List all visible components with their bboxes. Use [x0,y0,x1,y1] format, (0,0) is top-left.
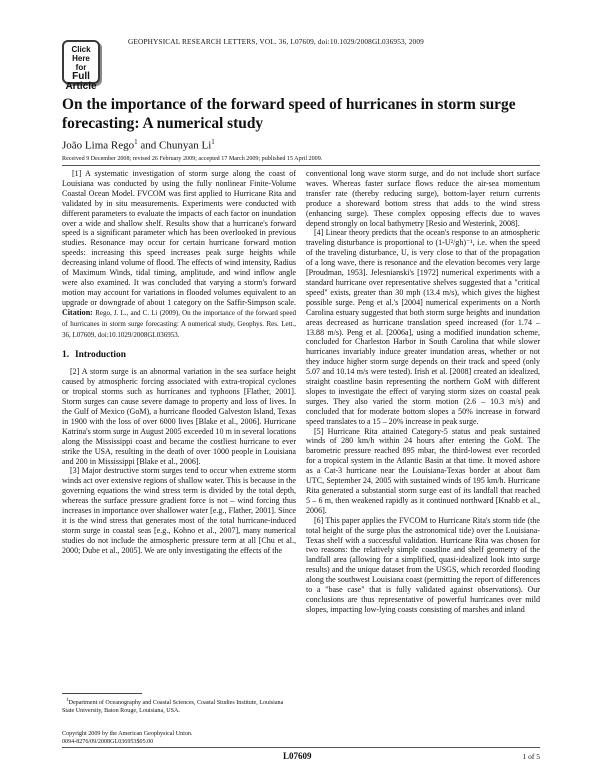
paragraph-5: [5] Hurricane Rita attained Category-5 status and peak sustained winds of 280 km/h within 24 hours after entering the GoM. The barometric pressure reached 895 mbar, the third-lowest ever recorded for a tropical system in the Atlantic Basin at that time. It moved ashore as a Cat-3 hurricane near the Louisiana-Texas border at about 8am UTC, September 24, 2005 with sustained winds of 195 km/h. Hurricane Rita generated a substantial storm surge east of its landfall that reached 5 – 6 m, then weakened rapidly as it continued northward [Knabb et al., 2006]. [306,426,540,515]
full-article-badge[interactable] [62,40,100,92]
author-rego: João Lima Rego [62,139,135,152]
paragraph-4: [4] Linear theory predicts that the ocean's response to an atmospheric traveling disturbance is proportional to (1-U²/gh)⁻¹, i.e. when the speed of the traveling disturbance, U, is very close to that of the propagation of a long wave, there is resonance and the elevation becomes very large [Proudman, 1953]. Jelesnianski's [1972] numerical experiments with a standard hurricane over representative shelves suggested that a "critical speed" exists, greater than 30 mph (13.4 m/s), which gives the highest possible surge. Peng et al.'s [2004] numerical experiments on a North Carolina estuary suggested that both storm surge heights and inundation areas decreased as hurricane translation speed increased (for 1.74 – 13.88 m/s). Peng et al. [2006a], using a modified inundation scheme, concluded for Charleston Harbor in South Carolina that while slower hurricanes invariably induce greater inundation areas, whether or not they induce higher storm surge depends on their track and speed (only 5.07 and 10.14 m/s were tested). Irish et al. [2008] created an idealized, straight coastline basin representing the northern GoM with different slopes to investigate the effect of varying storm sizes on coastal peak surges. They also varied the storm motion (2.6 – 10.3 m/s) and concluded that for moderate bottom slopes a 50% increase in forward speed translates to a 15 – 20% increase in peak surge. [306,228,540,426]
paragraph-3: [3] Major destructive storm surges tend to occur when extreme storm winds act over extensive regions of shallow water. This is because in the governing equations the wind stress term is divided by the total depth, whereas the surface pressure gradient force is not – wind forcing thus increases in importance over shallower water [e.g., Flather, 2001]. Since it is the wind stress that generates most of the total hurricane-induced storm surge in coastal seas [e.g., Kohno et al., 2007], many numerical studies do not include the atmospheric pressure term at all [Chu et al., 2000; Dube et al., 2005]. We are only investigating the effects of the [62,466,296,555]
right-column [306,169,540,729]
header-divider [62,165,540,166]
paragraph-6: [6] This paper applies the FVCOM to Hurricane Rita's storm tide (the total height of the surge plus the astronomical tide) over the Louisiana-Texas shelf with a successful validation. Hurricane Rita was chosen for two reasons: the relatively simple coastline and shelf geometry of the landfall area (allowing for a simplified, quasi-idealized look into surge results) and the unique dataset from the USGS, which recorded flooding along the southwest Louisiana coast (permitting the report of differences to a "base case" that is fully validated against observations). Our conclusions are thus representative of powerful hurricanes over mild slopes, impacting low-lying coasts consisting of marshes and inland [306,515,540,614]
section-heading-introduction [62,350,296,361]
affiliation-mark: 1 [211,138,215,146]
paragraph-3-continued: conventional long wave storm surge, and do not include short surface waves. Whereas faster surface flows reduce the air-sea momentum transfer rate (thereby reducing surge), bottom-layer return currents produce a shoreward bottom stress that adds to the wind stress (enhancing surge). These complex opposing effects due to waves depend strongly on local bathymetry [Resio and Westerink, 2008]. [306,169,540,228]
badge-line-article: Article [65,81,97,92]
author-joiner: and [137,139,159,152]
badge-line-here: Here [72,54,90,63]
affiliation-footnote [62,697,296,715]
footnote-text: Department of Oceanography and Coastal Sciences, Coastal Studies Institute, Louisiana State University, Baton Rouge, Louisiana, USA. [62,700,284,714]
paper-title: On the importance of the forward speed of hurricanes in storm surge forecasting: A numerical study [62,96,516,132]
issn-line: 0094-8276/09/2008GL036953$05.00 [62,738,154,745]
section-number: 1. [62,350,70,361]
copyright-notice [62,731,296,747]
footnote-divider [62,693,142,694]
author-list [62,136,542,153]
footer-divider [62,747,540,748]
running-head: GEOPHYSICAL RESEARCH LETTERS, VOL. 36, L07609, doi:10.1029/2008GL036953, 2009 [128,37,424,46]
author-li: Chunyan Li [159,139,212,152]
footnote-mark: 1 [66,697,69,703]
abstract [62,169,296,340]
page-number: 1 of 5 [522,752,540,761]
copyright-line: Copyright 2009 by the American Geophysical Union. [62,731,193,737]
citation-text: Rego, J. L., and C. Li (2009), On the importance of the forward speed of hurricanes in storm surge forecasting: A numerical study, Geophys. Res. Lett., 36, L07609, doi:10.1029/2008GL036953. [62,308,296,339]
received-dates: Received 9 December 2008; revised 26 February 2009; accepted 17 March 2009; published 15 April 2009. [62,156,323,162]
badge-line-full: Full [72,71,90,82]
article-id: L07609 [283,751,312,761]
abstract-text: A systematic investigation of storm surge along the coast of Louisiana was conducted by using the fully nonlinear Finite-Volume Coastal Ocean Model. FVCOM was first applied to Hurricane Rita and validated by in situ measurements. Experiments were conducted with different parameters to evaluate the impacts of each factor on inundation over a wide and shallow shelf. Results show that a hurricane's forward speed is a significant parameter which has been overlooked in previous studies. Resonance may occur for certain hurricane forward motion speeds: increasing this speed increases peak surge heights while decreasing inland volume of flood. The effects of wind intensity, Radius of Maximum Winds, tidal timing, amplitude, and wind inflow angle were also examined. It was concluded that varying a storm's forward motion may account for variations in flooded volumes equivalent to an upgrade or downgrade of about 1 category on the Saffir-Simpson scale. [62,169,296,307]
abstract-marker: [1] [72,169,82,178]
citation-label: Citation: [62,307,93,317]
left-column [62,169,296,689]
paragraph-2: [2] A storm surge is an abnormal variation in the sea surface height caused by atmospheric forcing associated with extra-tropical cyclones or tropical storms such as hurricanes and typhoons [Flather, 2001]. Storm surges can cause severe damage to property and loss of lives. In the Gulf of Mexico (GoM), a hurricane flooded Galveston Island, Texas in 1900 with the loss of over 6000 lives [Blake et al., 2006]. Hurricane Katrina's storm surge in August 2005 exceeded 10 m in several locations along the Mississippi coast and became the costliest hurricane to ever strike the USA, resulting in the death of over 1000 people in Louisiana and 200 in Mississippi [Blake et al., 2006]. [62,367,296,466]
badge-line-for: for [75,63,87,72]
badge-line-click: Click [71,45,91,54]
affiliation-mark: 1 [134,138,138,146]
section-title: Introduction [75,350,126,361]
